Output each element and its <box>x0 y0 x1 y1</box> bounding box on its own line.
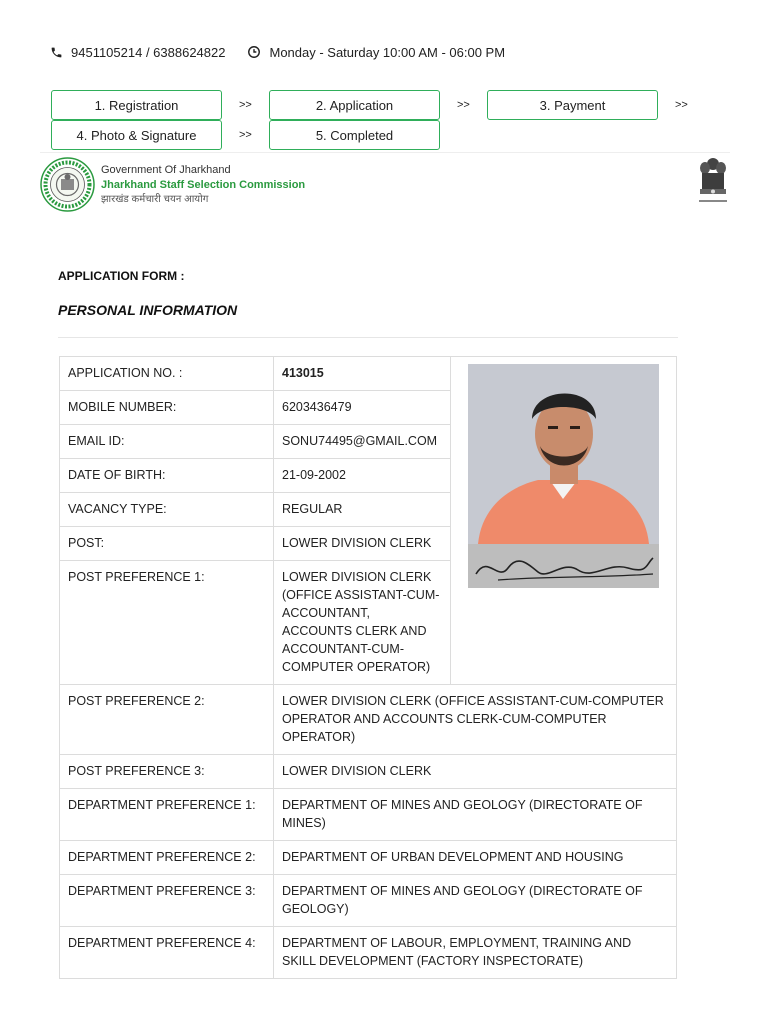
step-registration[interactable]: 1. Registration <box>51 90 222 120</box>
field-label: POST PREFERENCE 2: <box>60 685 274 755</box>
organization-header <box>101 163 305 206</box>
table-row <box>60 357 677 391</box>
table-row <box>60 875 677 927</box>
national-emblem-icon <box>693 155 733 207</box>
step-payment[interactable]: 3. Payment <box>487 90 658 120</box>
field-value: LOWER DIVISION CLERK (OFFICE ASSISTANT-CUM-ACCOUNTANT, ACCOUNTS CLERK AND ACCOUNTANT-CUM-COMPUTER OPERATOR) <box>274 561 451 685</box>
step-arrow: >> <box>239 129 252 141</box>
table-row <box>60 755 677 789</box>
field-label: DATE OF BIRTH: <box>60 459 274 493</box>
field-value: LOWER DIVISION CLERK <box>274 527 451 561</box>
office-hours <box>247 45 505 60</box>
field-value: DEPARTMENT OF MINES AND GEOLOGY (DIRECTORATE OF GEOLOGY) <box>274 875 677 927</box>
phone-contact <box>50 45 225 60</box>
step-arrow: >> <box>457 99 470 111</box>
step-completed[interactable]: 5. Completed <box>269 120 440 150</box>
applicant-photo <box>468 364 659 544</box>
field-label: DEPARTMENT PREFERENCE 4: <box>60 927 274 979</box>
field-value: 21-09-2002 <box>274 459 451 493</box>
section-title: PERSONAL INFORMATION <box>58 302 238 318</box>
field-value: LOWER DIVISION CLERK <box>274 755 677 789</box>
commission-name: Jharkhand Staff Selection Commission <box>101 179 306 191</box>
step-arrow: >> <box>675 99 688 111</box>
field-label: EMAIL ID: <box>60 425 274 459</box>
personal-info-table <box>59 356 677 979</box>
field-value: SONU74495@GMAIL.COM <box>274 425 451 459</box>
clock-icon <box>247 45 261 59</box>
photo-signature-cell <box>451 357 677 685</box>
form-title: APPLICATION FORM : <box>58 269 185 283</box>
applicant-signature <box>468 544 659 588</box>
table-row <box>60 927 677 979</box>
field-value: 6203436479 <box>274 391 451 425</box>
contact-bar <box>50 40 527 64</box>
field-label: DEPARTMENT PREFERENCE 3: <box>60 875 274 927</box>
hours-text: Monday - Saturday 10:00 AM - 06:00 PM <box>269 44 506 60</box>
jssc-logo <box>40 157 95 212</box>
table-row <box>60 841 677 875</box>
field-value: DEPARTMENT OF LABOUR, EMPLOYMENT, TRAINING AND SKILL DEVELOPMENT (FACTORY INSPECTORATE) <box>274 927 677 979</box>
field-label: POST PREFERENCE 3: <box>60 755 274 789</box>
field-label: APPLICATION NO. : <box>60 357 274 391</box>
commission-name-hindi: झारखंड कर्मचारी चयन आयोग <box>101 194 209 205</box>
step-photo-signature[interactable]: 4. Photo & Signature <box>51 120 222 150</box>
divider <box>40 152 730 153</box>
field-label: VACANCY TYPE: <box>60 493 274 527</box>
government-name: Government Of Jharkhand <box>101 164 231 176</box>
field-label: DEPARTMENT PREFERENCE 1: <box>60 789 274 841</box>
table-row <box>60 789 677 841</box>
field-label: POST: <box>60 527 274 561</box>
field-value: REGULAR <box>274 493 451 527</box>
phone-numbers: 9451105214 / 6388624822 <box>71 44 226 60</box>
application-number: 413015 <box>274 357 451 391</box>
table-row <box>60 685 677 755</box>
field-value: DEPARTMENT OF URBAN DEVELOPMENT AND HOUSING <box>274 841 677 875</box>
field-value: LOWER DIVISION CLERK (OFFICE ASSISTANT-CUM-COMPUTER OPERATOR AND ACCOUNTS CLERK-CUM-COMPUTER OPERATOR) <box>274 685 677 755</box>
divider <box>58 337 678 338</box>
field-label: POST PREFERENCE 1: <box>60 561 274 685</box>
field-label: MOBILE NUMBER: <box>60 391 274 425</box>
step-arrow: >> <box>239 99 252 111</box>
field-label: DEPARTMENT PREFERENCE 2: <box>60 841 274 875</box>
step-application[interactable]: 2. Application <box>269 90 440 120</box>
field-value: DEPARTMENT OF MINES AND GEOLOGY (DIRECTORATE OF MINES) <box>274 789 677 841</box>
phone-icon <box>50 46 63 59</box>
